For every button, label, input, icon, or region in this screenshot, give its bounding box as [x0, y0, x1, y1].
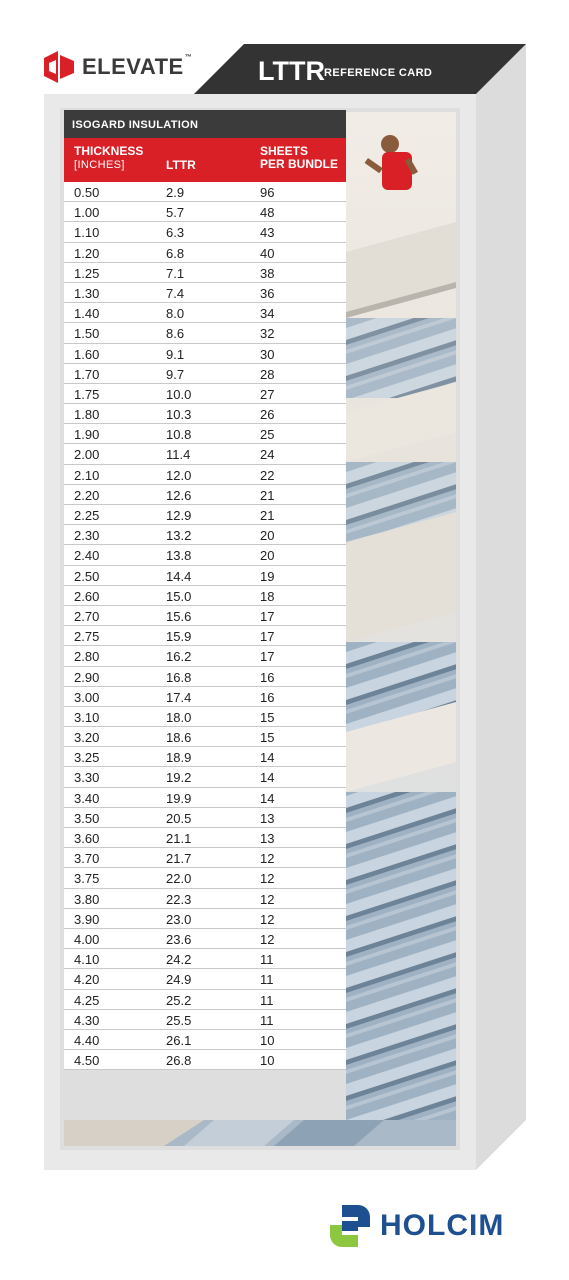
- cell-sheets: 32: [260, 326, 275, 342]
- cell-sheets: 20: [260, 548, 275, 564]
- holcim-logo: [328, 1203, 504, 1249]
- cell-sheets: 24: [260, 447, 275, 463]
- table-row: [64, 889, 346, 909]
- column-header-sheets-line2: PER BUNDLE: [260, 157, 339, 171]
- table-row: [64, 747, 346, 767]
- table-row: [64, 243, 346, 263]
- elevate-logo-icon: [44, 51, 74, 83]
- table-row: [64, 566, 346, 586]
- roof-photo-image: [346, 112, 456, 1146]
- cell-thickness: 1.00: [74, 205, 100, 221]
- cell-lttr: 26.1: [166, 1032, 192, 1048]
- cell-lttr: 21.7: [166, 851, 192, 867]
- cell-thickness: 2.20: [74, 487, 100, 503]
- cell-lttr: 22.3: [166, 891, 192, 907]
- cell-thickness: 3.10: [74, 709, 100, 725]
- lttr-table: [64, 110, 346, 1070]
- cell-thickness: 4.10: [74, 952, 100, 968]
- cell-thickness: 1.80: [74, 407, 100, 423]
- cell-sheets: 12: [260, 851, 275, 867]
- cell-sheets: 17: [260, 629, 275, 645]
- cell-thickness: 3.70: [74, 851, 100, 867]
- cell-lttr: 19.9: [166, 790, 192, 806]
- cell-lttr: 12.9: [166, 508, 192, 523]
- cell-thickness: 1.20: [74, 245, 100, 261]
- cell-lttr: 11.4: [166, 447, 191, 463]
- cell-lttr: 12.0: [166, 467, 192, 483]
- trademark-symbol: ™: [184, 54, 193, 61]
- holcim-logo-icon: [328, 1203, 372, 1249]
- cell-lttr: 15.9: [166, 629, 192, 645]
- cell-sheets: 14: [260, 770, 275, 786]
- cell-sheets: 10: [260, 1032, 275, 1048]
- cell-thickness: 2.10: [74, 467, 100, 483]
- table-row: [64, 788, 346, 808]
- cell-sheets: 38: [260, 265, 275, 281]
- cell-lttr: 24.2: [166, 952, 192, 968]
- table-row: [64, 202, 346, 222]
- table-row: [64, 606, 346, 626]
- table-row: [64, 687, 346, 707]
- cell-thickness: 4.40: [74, 1032, 100, 1048]
- table-row: [64, 808, 346, 828]
- cell-sheets: 12: [260, 911, 275, 927]
- cell-thickness: 4.50: [74, 1053, 100, 1069]
- table-header: [64, 138, 346, 182]
- table-row: [64, 283, 346, 303]
- cell-thickness: 1.50: [74, 326, 100, 342]
- table-row: [64, 364, 346, 384]
- cell-lttr: 12.6: [166, 487, 192, 503]
- table-row: [64, 263, 346, 283]
- table-row: [64, 949, 346, 969]
- cell-lttr: 7.4: [166, 285, 185, 301]
- cell-thickness: 4.20: [74, 972, 100, 988]
- cell-sheets: 40: [260, 245, 275, 261]
- cell-thickness: 2.30: [74, 528, 100, 544]
- table-row: [64, 323, 346, 343]
- cell-thickness: 0.50: [74, 185, 100, 200]
- holcim-brand-name: HOLCIM: [380, 1209, 505, 1242]
- column-header-thickness-line1: THICKNESS: [74, 144, 144, 158]
- cell-thickness: 2.75: [74, 629, 100, 645]
- table-row: [64, 848, 346, 868]
- cell-lttr: 18.6: [166, 730, 192, 746]
- cell-lttr: 2.9: [166, 185, 185, 200]
- table-row: [64, 505, 346, 525]
- cell-thickness: 3.25: [74, 750, 100, 766]
- cell-lttr: 15.0: [166, 588, 192, 604]
- cell-sheets: 13: [260, 831, 275, 846]
- table-body: [64, 182, 346, 1070]
- cell-thickness: 1.25: [74, 265, 100, 281]
- cell-sheets: 11: [260, 972, 274, 988]
- cell-lttr: 16.2: [166, 649, 192, 665]
- cell-thickness: 2.80: [74, 649, 100, 665]
- cell-lttr: 16.8: [166, 669, 192, 685]
- cell-sheets: 14: [260, 750, 275, 766]
- cell-sheets: 25: [260, 427, 275, 443]
- cell-thickness: 3.90: [74, 911, 100, 927]
- cell-sheets: 43: [260, 225, 275, 241]
- table-row: [64, 767, 346, 787]
- cell-sheets: 20: [260, 528, 275, 544]
- table-row: [64, 646, 346, 666]
- cell-sheets: 34: [260, 306, 275, 322]
- cell-lttr: 8.6: [166, 326, 185, 342]
- table-row: [64, 424, 346, 444]
- cell-sheets: 16: [260, 669, 275, 685]
- table-row: [64, 384, 346, 404]
- table-row: [64, 444, 346, 464]
- cell-thickness: 1.70: [74, 366, 100, 382]
- cell-sheets: 11: [260, 952, 274, 968]
- cell-lttr: 10.0: [166, 386, 192, 402]
- cell-thickness: 2.90: [74, 669, 100, 685]
- cell-lttr: 21.1: [166, 831, 192, 846]
- cell-sheets: 96: [260, 185, 275, 200]
- banner-subtitle: REFERENCE CARD: [324, 67, 433, 79]
- cell-thickness: 1.10: [74, 225, 100, 241]
- brand-name: ELEVATE™: [82, 54, 193, 79]
- cell-lttr: 25.5: [166, 1012, 192, 1028]
- roof-photo-bottom-image: [64, 1120, 456, 1146]
- cell-sheets: 19: [260, 568, 275, 584]
- table-row: [64, 969, 346, 989]
- banner-title: LTTR: [258, 56, 325, 86]
- cell-sheets: 13: [260, 810, 275, 826]
- column-header-sheets: [260, 145, 338, 171]
- cell-lttr: 7.1: [166, 265, 185, 281]
- table-row: [64, 525, 346, 545]
- cell-thickness: 1.75: [74, 386, 100, 402]
- cell-lttr: 26.8: [166, 1053, 192, 1069]
- table-row: [64, 1030, 346, 1050]
- cell-thickness: 2.25: [74, 508, 100, 523]
- roof-photo-bottom: [64, 1120, 456, 1146]
- table-row: [64, 727, 346, 747]
- cell-lttr: 13.2: [166, 528, 192, 544]
- cell-lttr: 17.4: [166, 689, 192, 705]
- cell-sheets: 36: [260, 285, 275, 301]
- cell-sheets: 30: [260, 346, 275, 362]
- cell-lttr: 9.1: [166, 346, 185, 362]
- cell-sheets: 14: [260, 790, 275, 806]
- cell-sheets: 10: [260, 1053, 275, 1069]
- table-row: [64, 303, 346, 323]
- cell-lttr: 18.9: [166, 750, 192, 766]
- table-row: [64, 465, 346, 485]
- table-row: [64, 182, 346, 202]
- table-row: [64, 1010, 346, 1030]
- cell-thickness: 1.90: [74, 427, 100, 443]
- cell-sheets: 18: [260, 588, 275, 604]
- cell-lttr: 22.0: [166, 871, 192, 887]
- cell-lttr: 15.6: [166, 608, 192, 624]
- cell-sheets: 12: [260, 891, 275, 907]
- cell-thickness: 3.20: [74, 730, 100, 746]
- cell-sheets: 15: [260, 709, 275, 725]
- table-row: [64, 344, 346, 364]
- cell-lttr: 9.7: [166, 366, 185, 382]
- cell-thickness: 3.40: [74, 790, 100, 806]
- column-header-thickness: [74, 145, 143, 172]
- cell-sheets: 12: [260, 931, 275, 947]
- table-row: [64, 626, 346, 646]
- cell-thickness: 3.30: [74, 770, 100, 786]
- cell-sheets: 26: [260, 407, 275, 423]
- cell-thickness: 1.30: [74, 285, 100, 301]
- cell-sheets: 21: [260, 487, 275, 503]
- cell-lttr: 20.5: [166, 810, 192, 826]
- table-row: [64, 586, 346, 606]
- table-row: [64, 404, 346, 424]
- elevate-logo: [44, 48, 192, 86]
- table-row: [64, 909, 346, 929]
- column-header-thickness-line2: [INCHES]: [74, 159, 125, 171]
- cell-lttr: 19.2: [166, 770, 192, 786]
- cell-sheets: 27: [260, 386, 275, 402]
- table-row: [64, 707, 346, 727]
- cell-lttr: 10.8: [166, 427, 192, 443]
- cell-thickness: 3.00: [74, 689, 100, 705]
- cell-sheets: 28: [260, 366, 275, 382]
- cell-sheets: 11: [260, 992, 274, 1008]
- cell-sheets: 22: [260, 467, 275, 483]
- cell-thickness: 2.00: [74, 447, 100, 463]
- cell-lttr: 5.7: [166, 205, 185, 221]
- cell-thickness: 3.75: [74, 871, 100, 887]
- cell-sheets: 12: [260, 871, 275, 887]
- cell-sheets: 21: [260, 508, 275, 523]
- table-row: [64, 485, 346, 505]
- cell-sheets: 15: [260, 730, 275, 746]
- table-section-title: ISOGARD INSULATION: [64, 110, 346, 138]
- cell-thickness: 2.60: [74, 588, 100, 604]
- table-row: [64, 929, 346, 949]
- cell-lttr: 23.6: [166, 931, 192, 947]
- cell-lttr: 6.8: [166, 245, 185, 261]
- cell-thickness: 3.60: [74, 831, 100, 846]
- cell-sheets: 48: [260, 205, 275, 221]
- column-header-sheets-line1: SHEETS: [260, 144, 309, 158]
- cell-lttr: 14.4: [166, 568, 192, 584]
- cell-sheets: 17: [260, 608, 275, 624]
- cell-lttr: 13.8: [166, 548, 192, 564]
- cell-thickness: 1.60: [74, 346, 100, 362]
- column-header-lttr: LTTR: [166, 158, 196, 172]
- cell-thickness: 4.25: [74, 992, 100, 1008]
- cell-thickness: 2.70: [74, 608, 100, 624]
- cell-thickness: 2.50: [74, 568, 100, 584]
- table-row: [64, 545, 346, 565]
- cell-lttr: 25.2: [166, 992, 192, 1008]
- table-row: [64, 990, 346, 1010]
- cell-thickness: 4.00: [74, 931, 100, 947]
- cell-lttr: 6.3: [166, 225, 185, 241]
- table-row: [64, 667, 346, 687]
- cell-lttr: 8.0: [166, 306, 185, 322]
- cell-thickness: 4.30: [74, 1012, 100, 1028]
- roof-photo: [346, 112, 456, 1146]
- cell-lttr: 10.3: [166, 407, 192, 423]
- cell-lttr: 18.0: [166, 709, 192, 725]
- table-row: [64, 828, 346, 848]
- table-row: [64, 1050, 346, 1070]
- cell-thickness: 3.80: [74, 891, 100, 907]
- cell-lttr: 24.9: [166, 972, 192, 988]
- cell-thickness: 3.50: [74, 810, 100, 826]
- cell-thickness: 1.40: [74, 306, 100, 322]
- table-row: [64, 222, 346, 242]
- table-row: [64, 868, 346, 888]
- cell-sheets: 11: [260, 1012, 274, 1028]
- cell-thickness: 2.40: [74, 548, 100, 564]
- cell-sheets: 16: [260, 689, 275, 705]
- cell-sheets: 17: [260, 649, 275, 665]
- cell-lttr: 23.0: [166, 911, 192, 927]
